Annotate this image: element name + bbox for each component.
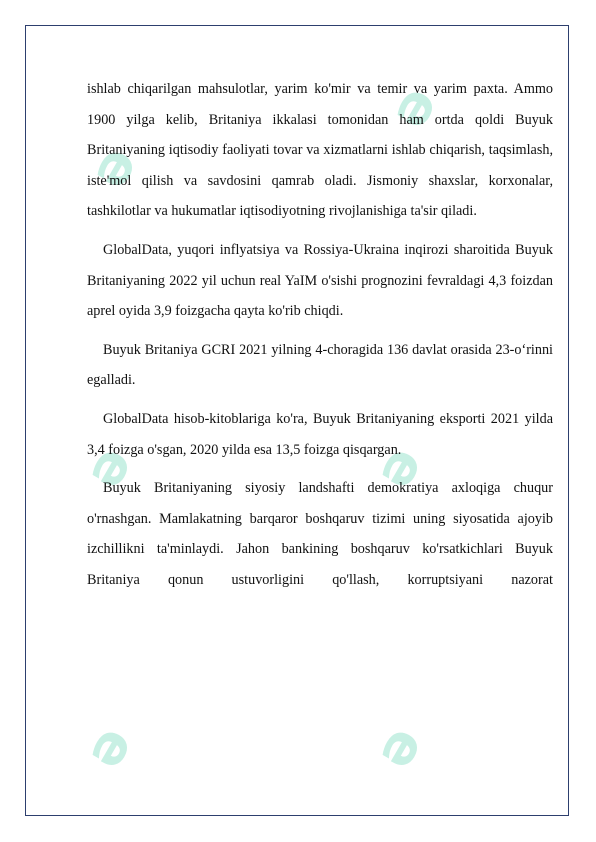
paragraph: Buyuk Britaniya GCRI 2021 yilning 4-choragida 136 davlat orasida 23-o‘rinni egalladi. — [87, 341, 553, 389]
watermark-logo: ə — [71, 435, 145, 499]
paragraph: Buyuk Britaniyaning siyosiy landshafti demokratiya axloqiga chuqur o'rnashgan. Mamlakatning barqaror boshqaruv tizimi uning siyosatida ajoyib izchillikni ta'minlaydi. Jahon bankining boshqaruv ko'rsatkichlari Buyuk Britaniya qonun ustuvorligini qo'llash, korruptsiyani nazorat — [87, 480, 553, 588]
watermark-logo: ə — [376, 75, 450, 139]
paragraph: GlobalData, yuqori inflyatsiya va Rossiya-Ukraina inqirozi sharoitida Buyuk Britaniyaning 2022 yil uchun real YaIM o'sishi prognozini fevraldagi 4,3 foizdan aprel oyida 3,9 foizgacha qayta ko'rib chiqdi. — [87, 241, 553, 320]
watermark-logo: ə — [361, 435, 435, 499]
watermark-logo: ə — [361, 715, 435, 779]
watermark-logo: ə — [71, 715, 145, 779]
watermark-logo: ə — [76, 135, 150, 199]
document-body — [87, 74, 553, 596]
paragraph: ishlab chiqarilgan mahsulotlar, yarim ko'mir va temir va yarim paxta. Ammo 1900 yilga kelib, Britaniya ikkalasi tomonidan ham ortda qoldi Buyuk Britaniyaning iqtisodiy faoliyati tovar va xizmatlarni ishlab chiqarish, taqsimlash, iste'mol qilish va savdosini qamrab oladi. Jismoniy shaxslar, korxonalar, tashkilotlar va hukumatlar iqtisodiyotning rivojlanishiga ta'sir qiladi. — [87, 81, 553, 220]
paragraph: GlobalData hisob-kitoblariga ko'ra, Buyuk Britaniyaning eksporti 2021 yilda 3,4 foizga o'sgan, 2020 yilda esa 13,5 foizga qisqargan. — [87, 410, 553, 458]
